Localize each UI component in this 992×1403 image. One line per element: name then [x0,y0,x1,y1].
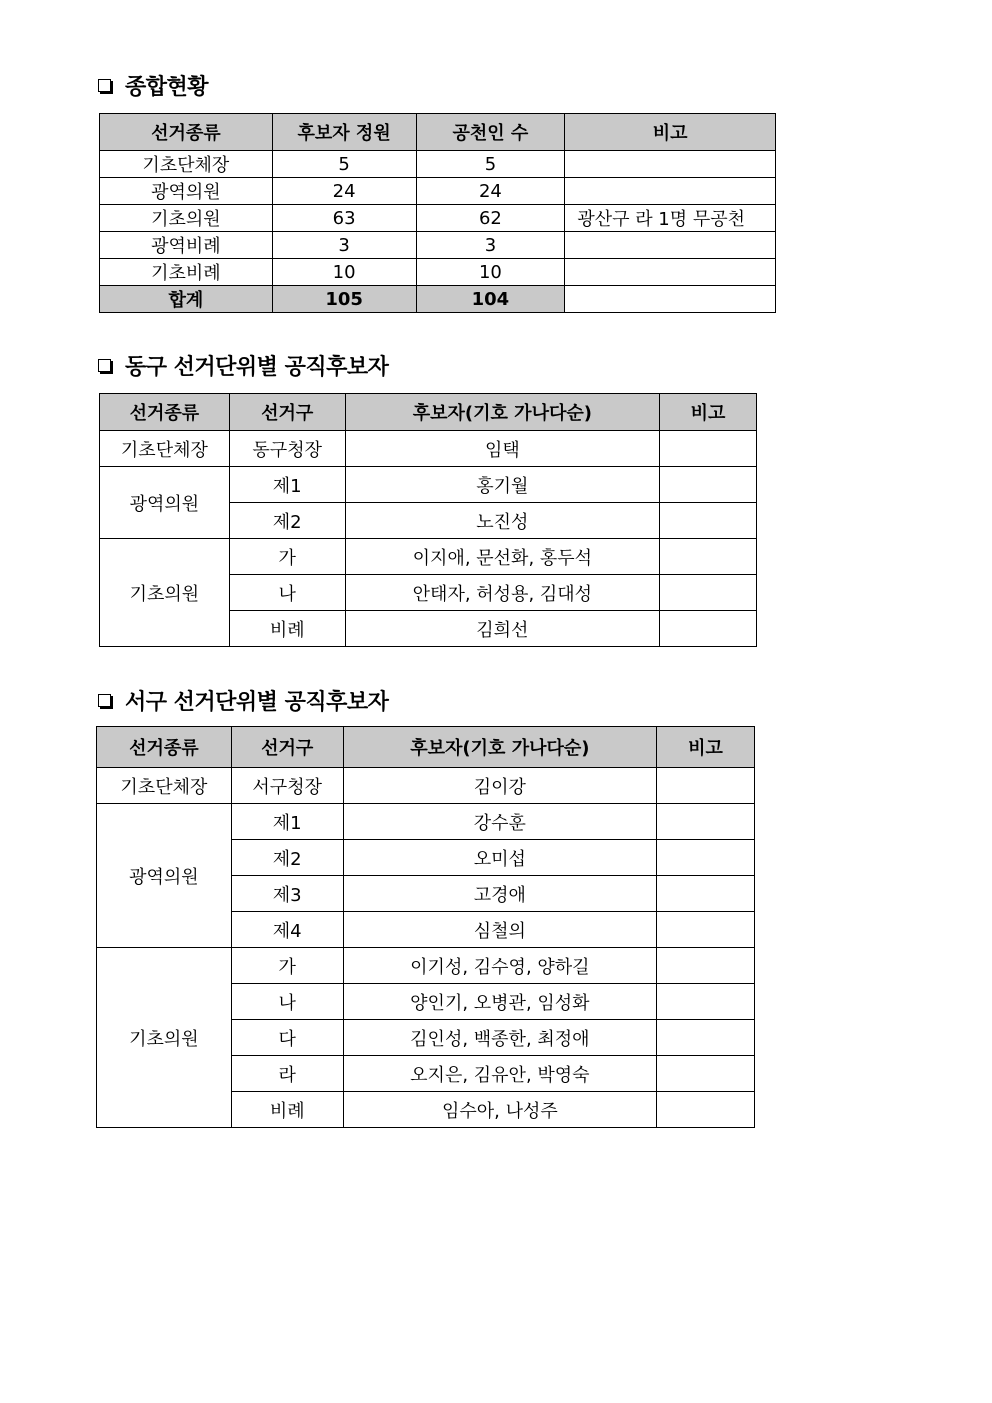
district-cell: 비례 [231,1092,343,1128]
total-cell: 합계 [100,286,273,313]
district-cell: 동구청장 [229,431,345,467]
table-row [100,259,776,286]
summary-table [99,113,776,313]
summary-heading-text: 종합현황 [125,75,209,100]
table-row [100,232,776,259]
table-row [100,205,776,232]
district-cell: 제2 [229,503,345,539]
note-cell [660,431,757,467]
candidates-cell: 이기성, 김수영, 양하길 [343,948,657,984]
donggu-heading-text: 동구 선거단위별 공직후보자 [125,355,389,380]
district-cell: 서구청장 [231,768,343,804]
table-cell: 5 [416,151,565,178]
district-cell: 나 [229,575,345,611]
district-cell: 제1 [229,467,345,503]
total-row [100,286,776,313]
seogu-heading [98,685,388,716]
column-header: 선거구 [231,727,343,768]
table-cell: 광산구 라 1명 무공천 [565,205,776,232]
column-header: 후보자(기호 가나다순) [345,394,659,431]
note-cell [657,768,755,804]
candidates-cell: 이지애, 문선화, 홍두석 [345,539,659,575]
table-cell: 광역비례 [100,232,273,259]
table-row [97,948,755,984]
candidates-cell: 김이강 [343,768,657,804]
donggu-heading [98,350,388,381]
table-cell: 기초의원 [100,205,273,232]
column-header: 비고 [565,114,776,151]
table-cell: 10 [416,259,565,286]
candidates-cell: 노진성 [345,503,659,539]
table-cell: 기초단체장 [100,151,273,178]
table-row [100,467,757,503]
table-cell: 63 [272,205,416,232]
candidates-cell: 고경애 [343,876,657,912]
table-cell [565,259,776,286]
note-cell [657,948,755,984]
table-cell [565,151,776,178]
column-header: 비고 [657,727,755,768]
district-cell: 나 [231,984,343,1020]
candidates-cell: 임수아, 나성주 [343,1092,657,1128]
note-cell [657,1020,755,1056]
checkbox-bullet-icon [98,359,111,372]
table-cell: 5 [272,151,416,178]
note-cell [660,467,757,503]
note-cell [660,539,757,575]
note-cell [657,912,755,948]
total-cell: 104 [416,286,565,313]
district-cell: 가 [229,539,345,575]
table-cell: 62 [416,205,565,232]
candidates-cell: 오지은, 김유안, 박영숙 [343,1056,657,1092]
donggu-table [99,393,757,647]
note-cell [660,575,757,611]
column-header: 선거종류 [100,114,273,151]
candidates-cell: 홍기월 [345,467,659,503]
note-cell [657,984,755,1020]
election-type-cell: 기초의원 [100,539,230,647]
table-cell: 24 [416,178,565,205]
column-header: 공천인 수 [416,114,565,151]
candidates-cell: 임택 [345,431,659,467]
candidates-cell: 심철의 [343,912,657,948]
column-header: 후보자(기호 가나다순) [343,727,657,768]
table-row [97,804,755,840]
checkbox-bullet-icon [98,79,111,92]
candidates-cell: 안태자, 허성용, 김대성 [345,575,659,611]
table-cell [565,232,776,259]
note-cell [657,840,755,876]
candidates-cell: 양인기, 오병관, 임성화 [343,984,657,1020]
district-cell: 제4 [231,912,343,948]
district-cell: 제1 [231,804,343,840]
candidates-cell: 강수훈 [343,804,657,840]
candidates-cell: 오미섭 [343,840,657,876]
summary-heading [98,70,208,101]
note-cell [657,1056,755,1092]
district-cell: 제2 [231,840,343,876]
column-header: 후보자 정원 [272,114,416,151]
election-type-cell: 기초단체장 [97,768,232,804]
candidates-cell: 김인성, 백종한, 최정애 [343,1020,657,1056]
note-cell [660,503,757,539]
total-cell: 105 [272,286,416,313]
table-cell: 10 [272,259,416,286]
table-cell: 24 [272,178,416,205]
table-cell: 3 [416,232,565,259]
column-header: 선거종류 [100,394,230,431]
total-cell [565,286,776,313]
seogu-table [96,726,755,1128]
table-cell: 기초비례 [100,259,273,286]
district-cell: 가 [231,948,343,984]
election-type-cell: 기초의원 [97,948,232,1128]
checkbox-bullet-icon [98,694,111,707]
column-header: 선거구 [229,394,345,431]
district-cell: 제3 [231,876,343,912]
district-cell: 비례 [229,611,345,647]
column-header: 비고 [660,394,757,431]
note-cell [660,611,757,647]
district-cell: 다 [231,1020,343,1056]
table-cell: 광역의원 [100,178,273,205]
table-row [100,431,757,467]
note-cell [657,1092,755,1128]
seogu-heading-text: 서구 선거단위별 공직후보자 [125,690,389,715]
table-row [100,539,757,575]
table-cell: 3 [272,232,416,259]
table-row [97,768,755,804]
candidates-cell: 김희선 [345,611,659,647]
election-type-cell: 광역의원 [100,467,230,539]
note-cell [657,876,755,912]
district-cell: 라 [231,1056,343,1092]
table-cell [565,178,776,205]
election-type-cell: 기초단체장 [100,431,230,467]
note-cell [657,804,755,840]
column-header: 선거종류 [97,727,232,768]
election-type-cell: 광역의원 [97,804,232,948]
table-row [100,151,776,178]
table-row [100,178,776,205]
